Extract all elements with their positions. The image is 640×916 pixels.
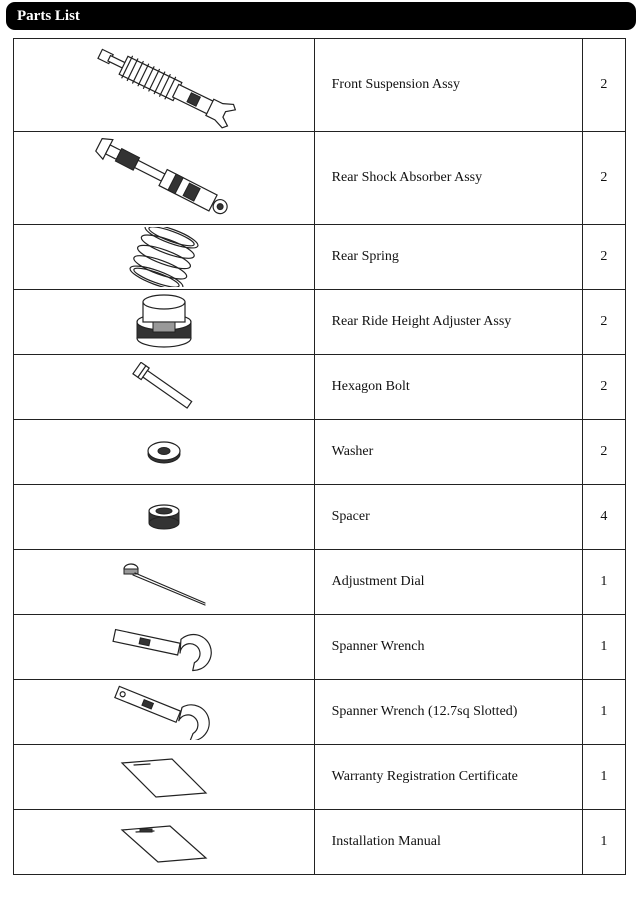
table-row [14, 132, 626, 225]
table-row [14, 39, 626, 132]
front-suspension-assy-icon [89, 40, 239, 130]
part-image-cell [14, 225, 315, 290]
part-name: Rear Ride Height Adjuster Assy [314, 290, 582, 355]
part-qty: 2 [582, 132, 625, 225]
hexagon-bolt-icon [129, 362, 199, 412]
spacer-icon [139, 497, 189, 537]
parts-list-header [6, 2, 636, 30]
part-qty: 2 [582, 420, 625, 485]
part-image-cell [14, 39, 315, 132]
part-qty: 1 [582, 680, 625, 745]
part-name: Spanner Wrench (12.7sq Slotted) [314, 680, 582, 745]
table-row [14, 355, 626, 420]
part-name: Adjustment Dial [314, 550, 582, 615]
part-name: Spanner Wrench [314, 615, 582, 680]
table-row [14, 420, 626, 485]
part-image-cell [14, 680, 315, 745]
part-name: Rear Spring [314, 225, 582, 290]
part-qty: 4 [582, 485, 625, 550]
table-row [14, 485, 626, 550]
ride-height-adjuster-icon [129, 292, 199, 352]
part-name: Rear Shock Absorber Assy [314, 132, 582, 225]
table-row [14, 550, 626, 615]
table-row [14, 290, 626, 355]
adjustment-dial-icon [119, 555, 209, 610]
part-image-cell [14, 420, 315, 485]
part-name: Installation Manual [314, 810, 582, 875]
part-qty: 2 [582, 355, 625, 420]
rear-shock-absorber-icon [89, 133, 239, 223]
part-name: Spacer [314, 485, 582, 550]
part-qty: 2 [582, 290, 625, 355]
table-row [14, 680, 626, 745]
part-name: Hexagon Bolt [314, 355, 582, 420]
part-qty: 2 [582, 225, 625, 290]
spanner-wrench-icon [109, 622, 219, 672]
installation-manual-icon [114, 820, 214, 865]
part-qty: 1 [582, 615, 625, 680]
rear-spring-icon [124, 227, 204, 287]
part-image-cell [14, 745, 315, 810]
part-name: Front Suspension Assy [314, 39, 582, 132]
part-name: Washer [314, 420, 582, 485]
part-qty: 1 [582, 810, 625, 875]
part-image-cell [14, 615, 315, 680]
part-qty: 1 [582, 745, 625, 810]
washer-icon [139, 432, 189, 472]
table-row [14, 810, 626, 875]
part-image-cell [14, 355, 315, 420]
table-row [14, 225, 626, 290]
spanner-wrench-slotted-icon [109, 685, 219, 740]
part-qty: 1 [582, 550, 625, 615]
part-image-cell [14, 290, 315, 355]
part-image-cell [14, 132, 315, 225]
part-name: Warranty Registration Certificate [314, 745, 582, 810]
page-title: Parts List [17, 8, 80, 24]
part-image-cell [14, 810, 315, 875]
warranty-certificate-icon [114, 755, 214, 800]
part-image-cell [14, 485, 315, 550]
table-row [14, 745, 626, 810]
part-image-cell [14, 550, 315, 615]
part-qty: 2 [582, 39, 625, 132]
table-row [14, 615, 626, 680]
parts-table [13, 38, 626, 875]
